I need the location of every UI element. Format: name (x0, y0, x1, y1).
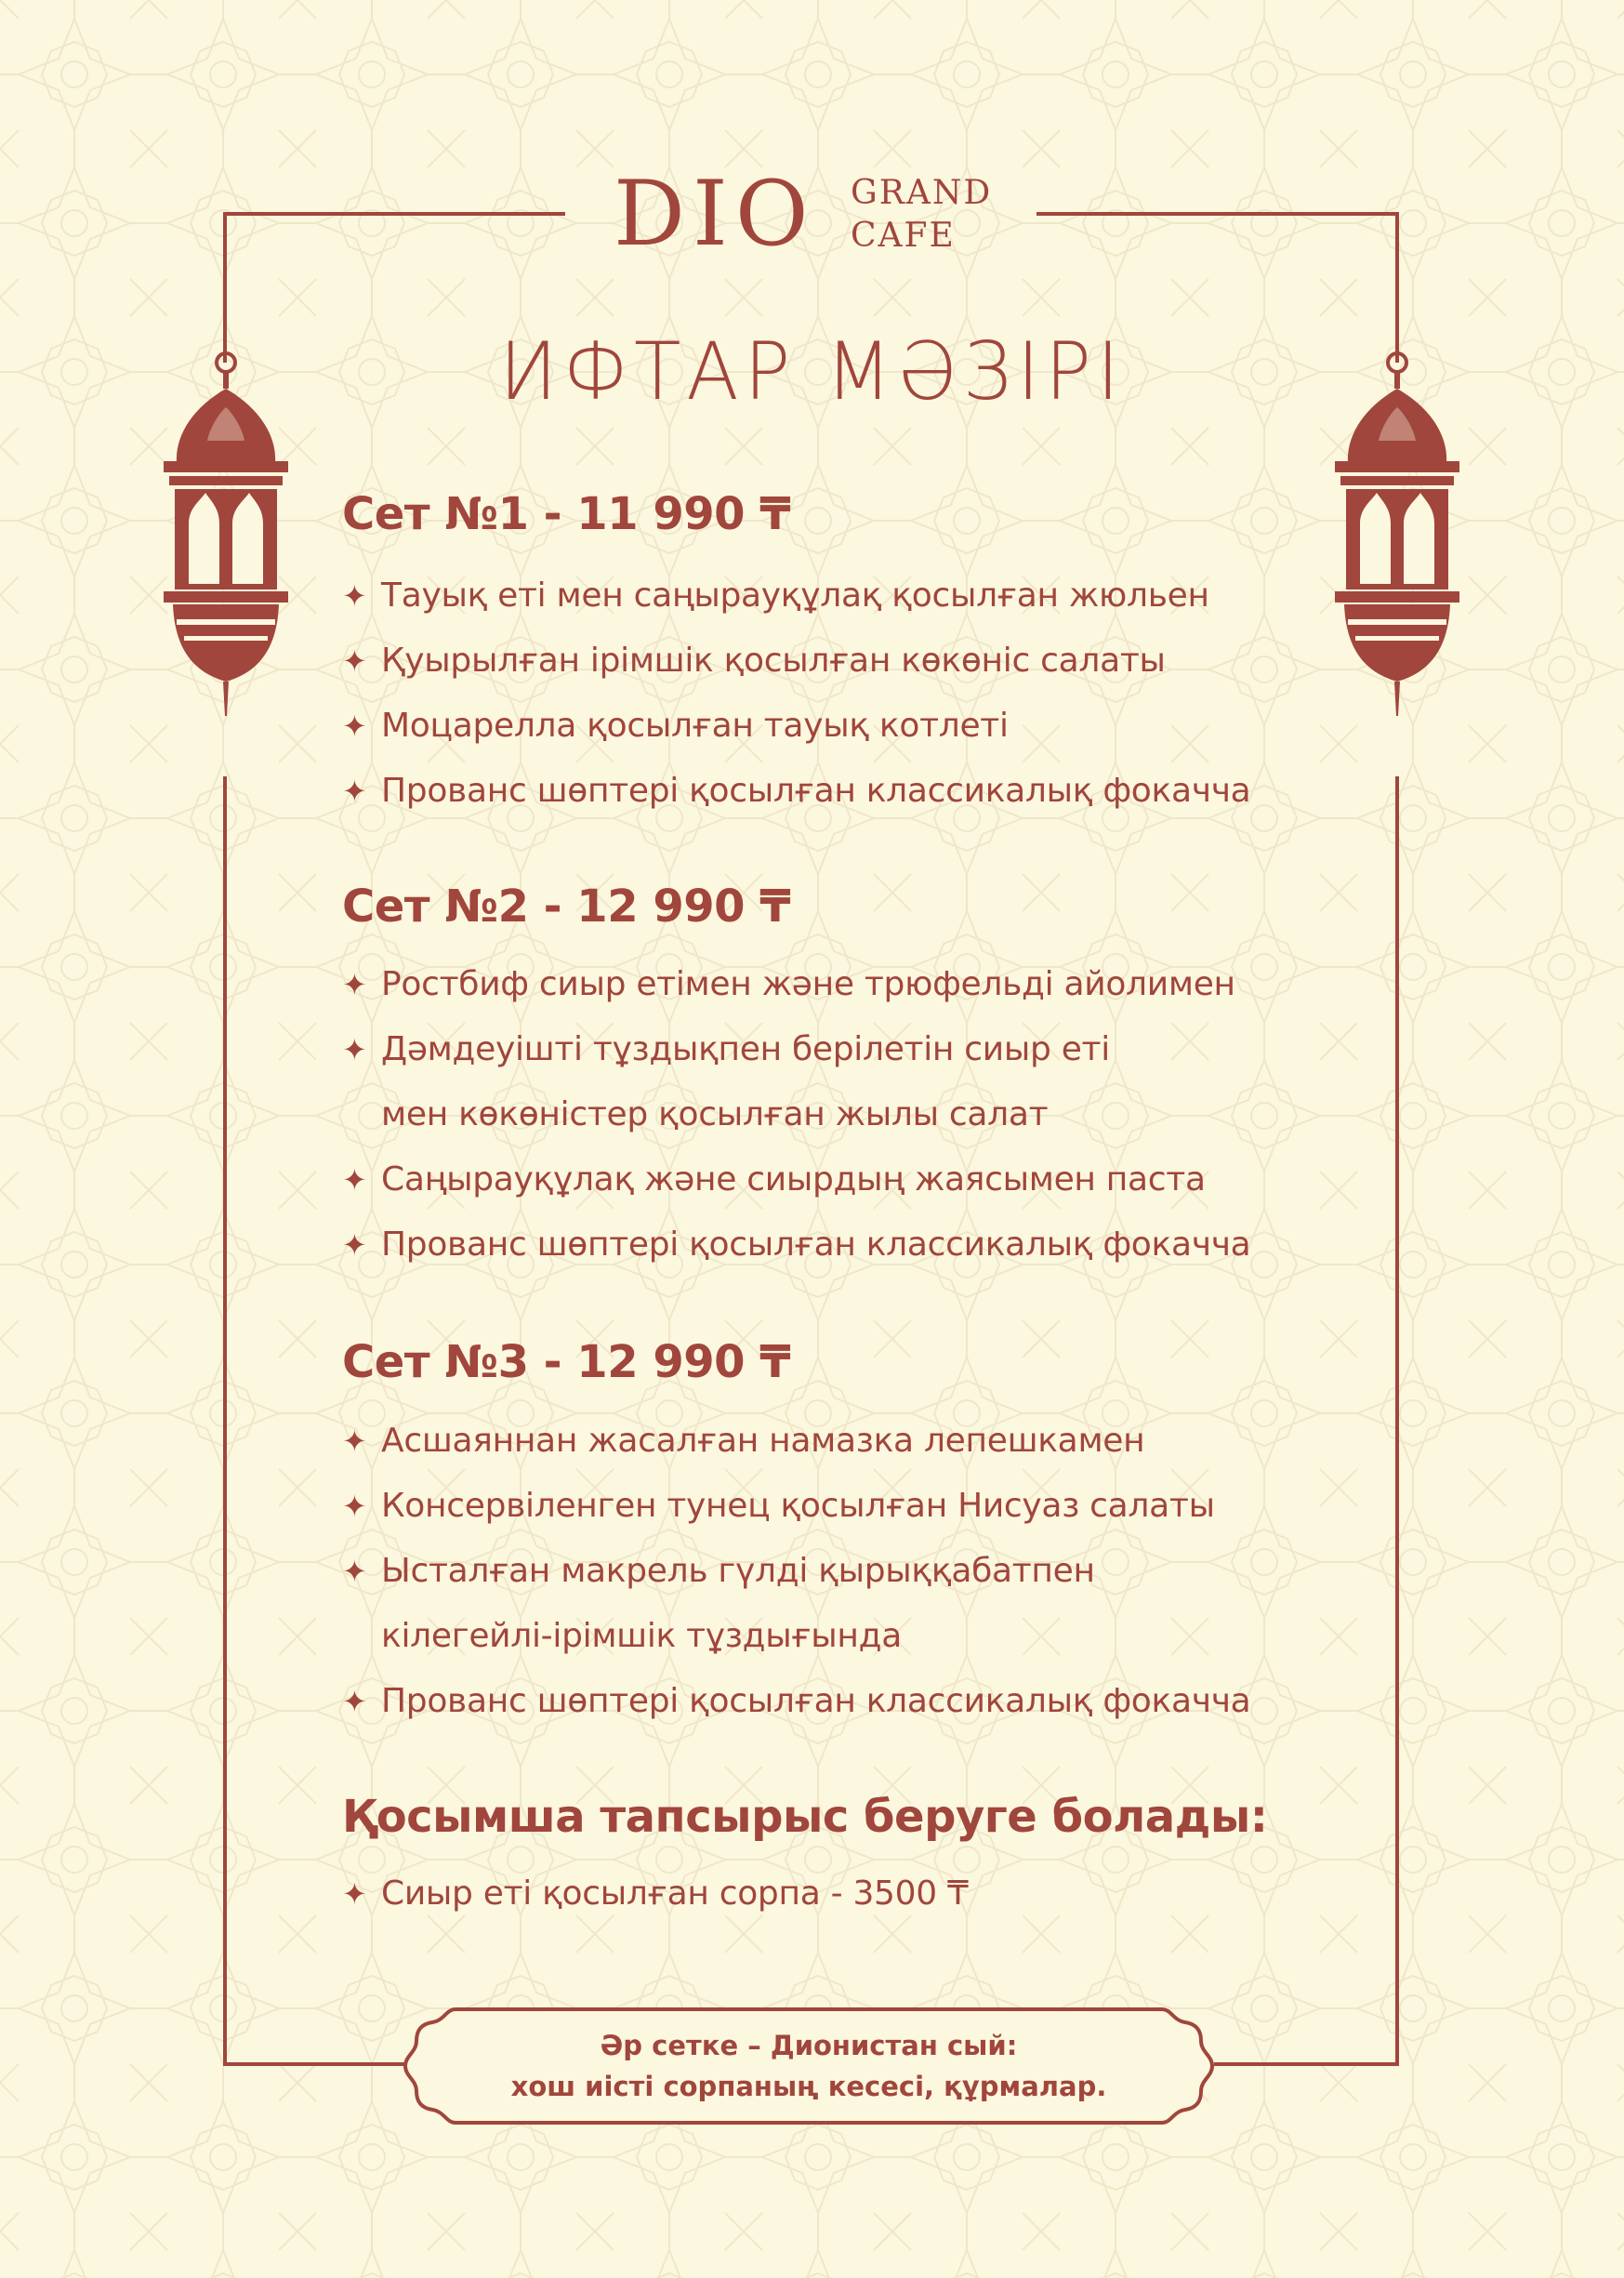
four-point-star-icon: ✦ (342, 967, 367, 1002)
set-2-item: ✦ Ростбиф сиыр етімен және трюфельді айолимен (342, 963, 1235, 1006)
frame-left-lower (223, 776, 227, 2066)
set-3-item-continuation: кілегейлі-ірімшік тұздығында (381, 1617, 903, 1655)
four-point-star-icon: ✦ (342, 1424, 367, 1459)
four-point-star-icon: ✦ (342, 1162, 367, 1198)
set-1-item: ✦ Қуырылған ірімшік қосылған көкөніс салаты (342, 640, 1166, 682)
set-2-item: ✦ Саңырауқұлақ және сиырдың жаясымен паста (342, 1159, 1206, 1201)
four-point-star-icon: ✦ (342, 578, 367, 614)
frame-right-lower (1395, 776, 1399, 2066)
frame-bottom-right (1214, 2062, 1399, 2066)
gift-text (400, 2025, 1218, 2107)
set-2-item: ✦ Прованс шөптері қосылған классикалық фокачча (342, 1224, 1250, 1266)
four-point-star-icon: ✦ (342, 709, 367, 744)
four-point-star-icon: ✦ (342, 1032, 367, 1067)
brand-sub-line2: CAFE (851, 217, 956, 255)
set-3-item: ✦ Ысталған макрель гүлді қырыққабатпен (342, 1550, 1095, 1593)
gift-line-2: хош иісті сорпаның кесесі, құрмалар. (510, 2071, 1107, 2102)
brand-sub-line1: GRAND (851, 174, 993, 212)
frame-bottom-left (223, 2062, 405, 2066)
extra-item: ✦ Сиыр еті қосылған сорпа - 3500 ₸ (342, 1873, 969, 1915)
set-3-item: ✦ Консервіленген тунец қосылған Нисуаз салаты (342, 1485, 1215, 1528)
set-2-item: ✦ Дәмдеуішті тұздықпен берілетін сиыр еті (342, 1028, 1110, 1071)
set-3-heading: Сет №3 - 12 990 ₸ (342, 1336, 791, 1388)
frame-top-right (1036, 212, 1399, 216)
set-1-item: ✦ Прованс шөптері қосылған классикалық фокачча (342, 770, 1250, 813)
four-point-star-icon: ✦ (342, 774, 367, 809)
four-point-star-icon: ✦ (342, 643, 367, 679)
extra-heading: Қосымша тапсырыс беруге болады: (342, 1791, 1268, 1843)
set-1-item: ✦ Тауық еті мен саңырауқұлақ қосылған жюльен (342, 575, 1209, 617)
frame-top-left (223, 212, 565, 216)
four-point-star-icon: ✦ (342, 1876, 367, 1912)
brand-subtitle (851, 172, 992, 258)
set-3-item: ✦ Асшаяннан жасалған намазка лепешкамен (342, 1420, 1144, 1463)
four-point-star-icon: ✦ (342, 1489, 367, 1524)
gift-line-1: Әр сетке – Дионистан сый: (600, 2030, 1018, 2061)
set-1-item: ✦ Моцарелла қосылған тауық котлеті (342, 705, 1009, 748)
set-2-item-continuation: мен көкөністер қосылған жылы салат (381, 1095, 1049, 1133)
brand-logo (614, 163, 1004, 265)
set-1-heading: Сет №1 - 11 990 ₸ (342, 488, 791, 540)
menu-title: ИФТАР МӘЗІРІ (499, 325, 1125, 418)
four-point-star-icon: ✦ (342, 1227, 367, 1263)
four-point-star-icon: ✦ (342, 1684, 367, 1719)
set-3-item: ✦ Прованс шөптері қосылған классикалық фокачча (342, 1680, 1250, 1723)
set-2-heading: Сет №2 - 12 990 ₸ (342, 881, 791, 933)
brand-name: DIO (614, 162, 816, 266)
four-point-star-icon: ✦ (342, 1554, 367, 1589)
